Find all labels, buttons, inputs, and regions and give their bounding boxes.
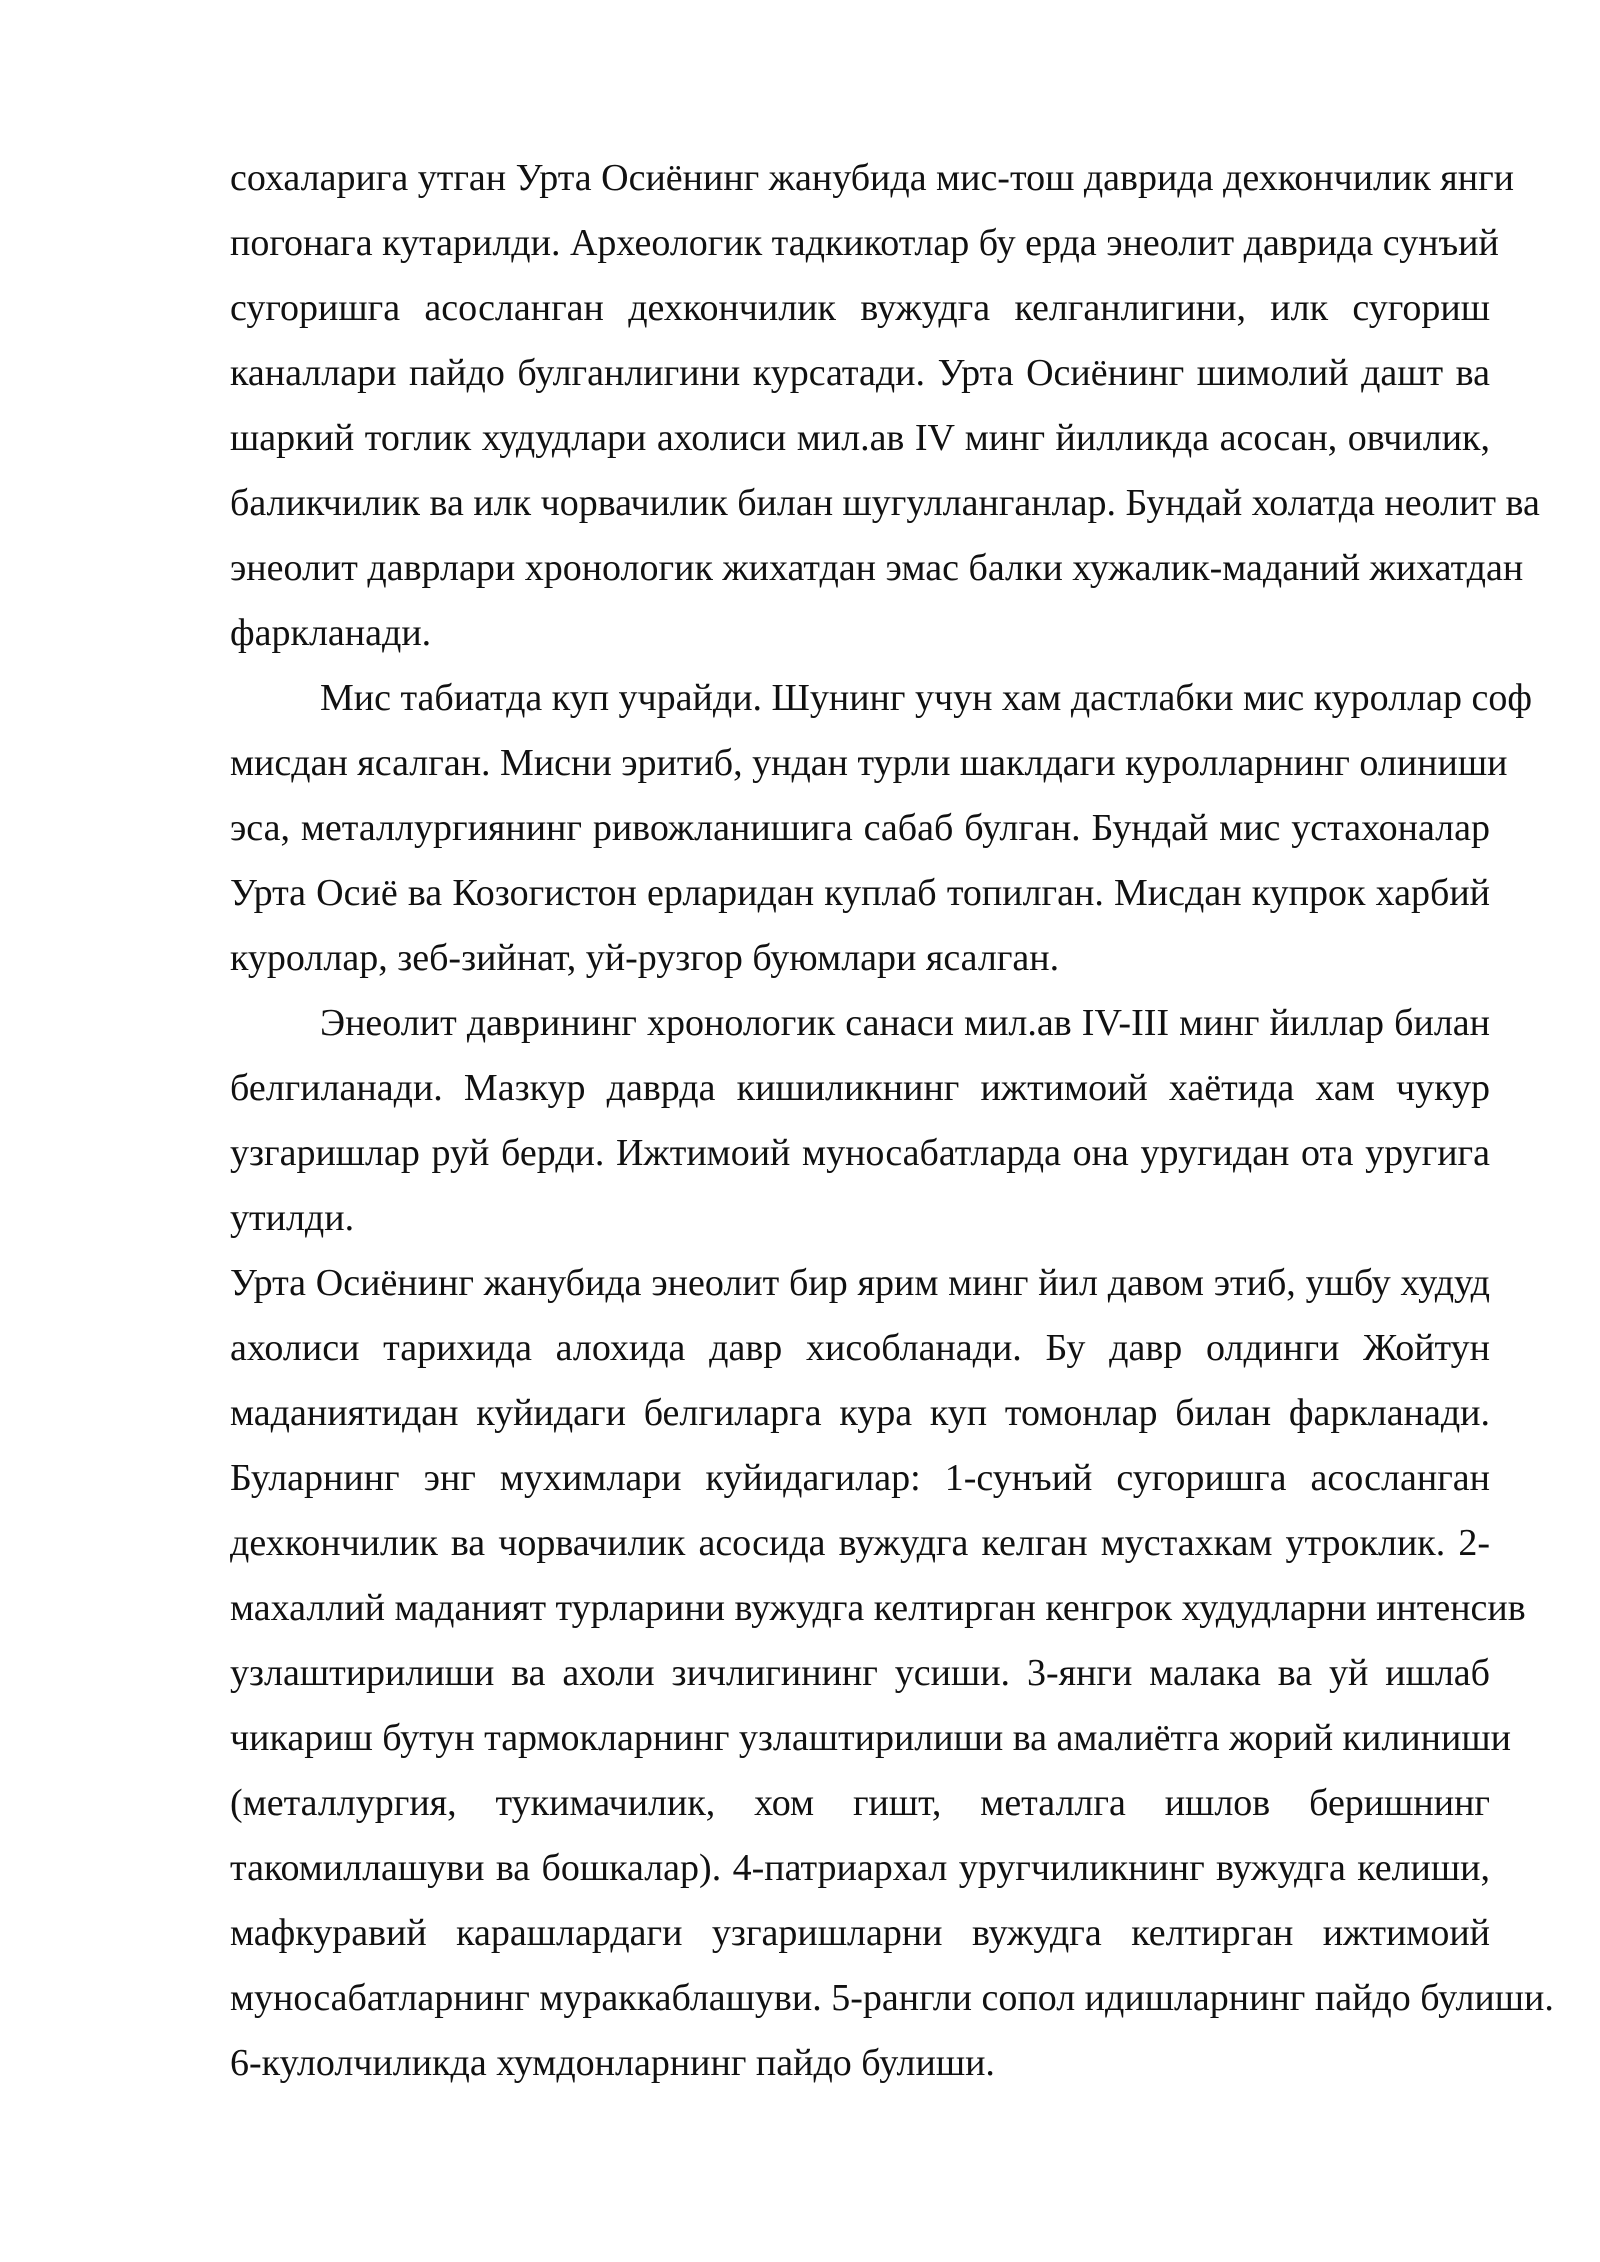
text-line: сугоришга асосланган дехкончилик вужудга келганлигини, илк сугориш [230,287,1490,329]
text-line: такомиллашуви ва бошкалар). 4-патриархал уругчиликнинг вужудга келиши, [230,1847,1490,1889]
text-line: мафкуравий карашлардаги узгаришларни вужудга келтирган ижтимоий [230,1912,1490,1954]
text-line: сохаларига утган Урта Осиёнинг жанубида мис-тош даврида дехкончилик янги [230,157,1515,199]
text-line: каналлари пайдо булганлигини курсатади. Урта Осиёнинг шимолий дашт ва [230,352,1490,394]
text-line: Буларнинг энг мухимлари куйидагилар: 1-сунъий сугоришга асосланган [230,1457,1490,1499]
text-line: утилди. [230,1197,355,1239]
text-line: мисдан ясалган. Мисни эритиб, ундан турли шаклдаги куролларнинг олиниши [230,742,1508,784]
text-line: узлаштирилиши ва ахоли зичлигининг усиши. 3-янги малака ва уй ишлаб [230,1652,1490,1694]
text-line: фаркланади. [230,612,432,654]
text-line: Урта Осиё ва Козогистон ерларидан куплаб топилган. Мисдан купрок харбий [230,872,1490,914]
text-line: 6-кулолчиликда хумдонларнинг пайдо булиши. [230,2042,995,2084]
text-line: куроллар, зеб-зийнат, уй-рузгор буюмлари ясалган. [230,937,1060,979]
text-line: муносабатларнинг мураккаблашуви. 5-рангли сопол идишларнинг пайдо булиши. [230,1977,1554,2019]
text-line: баликчилик ва илк чорвачилик билан шугулланганлар. Бундай холатда неолит ва [230,482,1540,524]
text-line: ахолиси тарихида алохида давр хисобланади. Бу давр олдинги Жойтун [230,1327,1490,1369]
text-line: эса, металлургиянинг ривожланишига сабаб булган. Бундай мис устахоналар [230,807,1490,849]
text-line: погонага кутарилди. Археологик тадкикотлар бу ерда энеолит даврида сунъий [230,222,1499,264]
paragraph-first-line: Мис табиатда куп учрайди. Шунинг учун хам дастлабки мис куроллар соф [320,677,1532,719]
text-line: энеолит даврлари хронологик жихатдан эмас балки хужалик-маданий жихатдан [230,547,1524,589]
text-line: белгиланади. Мазкур даврда кишиликнинг ижтимоий хаётида хам чукур [230,1067,1490,1109]
text-line: махаллий маданият турларини вужудга келтирган кенгрок худудларни интенсив [230,1587,1526,1629]
text-line: шаркий тоглик худудлари ахолиси мил.ав IV минг йилликда асосан, овчилик, [230,417,1490,459]
text-line: (металлургия, тукимачилик, хом гишт, металлга ишлов беришнинг [230,1782,1490,1824]
text-line: дехкончилик ва чорвачилик асосида вужудга келган мустахкам утроклик. 2- [230,1522,1490,1564]
paragraph-first-line: Урта Осиёнинг жанубида энеолит бир ярим минг йил давом этиб, ушбу худуд [230,1262,1490,1304]
text-line: маданиятидан куйидаги белгиларга кура куп томонлар билан фаркланади. [230,1392,1490,1434]
paragraph-first-line: Энеолит даврининг хронологик санаси мил.ав IV-III минг йиллар билан [320,1002,1490,1044]
text-line: узгаришлар руй берди. Ижтимоий муносабатларда она уругидан ота уругига [230,1132,1490,1174]
text-line: чикариш бутун тармокларнинг узлаштирилиши ва амалиётга жорий килиниши [230,1717,1511,1759]
